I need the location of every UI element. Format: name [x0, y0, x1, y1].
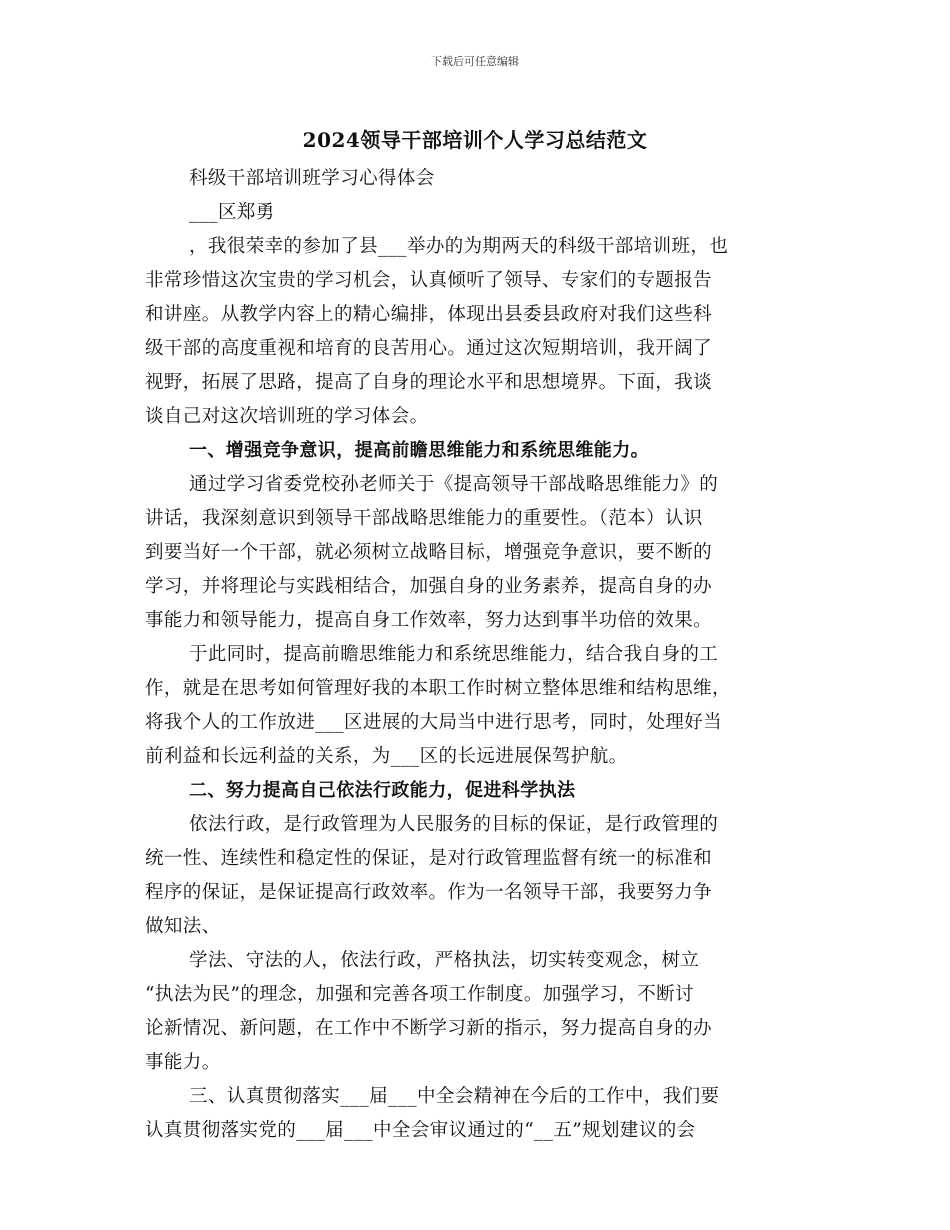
section-heading: 一、增强竞争意识，提高前瞻思维能力和系统思维能力。: [189, 440, 649, 461]
text-line: 做知法、: [145, 916, 221, 937]
text-line: 谈自己对这次培训班的学习体会。: [145, 406, 429, 427]
text-line: 论新情况、新问题，在工作中不断学习新的指示，努力提高自身的办: [145, 1018, 713, 1039]
text-line: 事能力。: [145, 1052, 221, 1073]
header-note: 下载后可任意编辑: [431, 55, 519, 68]
document-body: [145, 162, 810, 1148]
document-title: 2024领导干部培训个人学习总结范文: [302, 128, 648, 152]
text-line: 事能力和领导能力，提高自身工作效率，努力达到事半功倍的效果。: [145, 610, 713, 631]
text-line: 作，就是在思考如何管理好我的本职工作时树立整体思维和结构思维，: [145, 678, 731, 699]
section-heading: 二、努力提高自己依法行政能力，促进科学执法: [189, 780, 576, 801]
text-line: 学习，并将理论与实践相结合，加强自身的业务素养，提高自身的办: [145, 576, 713, 597]
text-line: 将我个人的工作放进___区进展的大局当中进行思考，同时，处理好当: [145, 712, 723, 733]
text-line: 通过学习省委党校孙老师关于《提高领导干部战略思维能力》的: [189, 474, 719, 495]
text-line: 和讲座。从教学内容上的精心编排，体现出县委县政府对我们这些科: [145, 304, 713, 325]
text-line: ，我很荣幸的参加了县___举办的为期两天的科级干部培训班，也: [189, 236, 729, 257]
text-line: 讲话，我深刻意识到领导干部战略思维能力的重要性。（范本）认识: [145, 508, 703, 529]
text-line: 依法行政，是行政管理为人民服务的目标的保证，是行政管理的: [189, 814, 719, 835]
text-line: “执法为民”的理念，加强和完善各项工作制度。加强学习，不断讨: [145, 984, 694, 1005]
text-line: ___区郑勇: [189, 202, 275, 223]
text-line: 统一性、连续性和稳定性的保证，是对行政管理监督有统一的标准和: [145, 848, 713, 869]
text-line: 认真贯彻落实党的___届___中全会审议通过的“__五”规划建议的会: [145, 1120, 696, 1141]
text-line: 前利益和长远利益的关系，为___区的长远进展保驾护航。: [145, 746, 628, 767]
text-line: 到要当好一个干部，就必须树立战略目标，增强竞争意识，要不断的: [145, 542, 713, 563]
text-line: 级干部的高度重视和培育的良苦用心。通过这次短期培训，我开阔了: [145, 338, 713, 359]
text-line: 科级干部培训班学习心得体会: [189, 168, 435, 189]
text-line: 程序的保证，是保证提高行政效率。作为一名领导干部，我要努力争: [145, 882, 713, 903]
text-line: 于此同时，提高前瞻思维能力和系统思维能力，结合我自身的工: [189, 644, 719, 665]
text-line: 非常珍惜这次宝贵的学习机会，认真倾听了领导、专家们的专题报告: [145, 270, 713, 291]
text-line: 学法、守法的人，依法行政，严格执法，切实转变观念，树立: [189, 950, 700, 971]
text-line: 三、认真贯彻落实___届___中全会精神在今后的工作中，我们要: [189, 1086, 720, 1107]
text-line: 视野，拓展了思路，提高了自身的理论水平和思想境界。下面，我谈: [145, 372, 713, 393]
